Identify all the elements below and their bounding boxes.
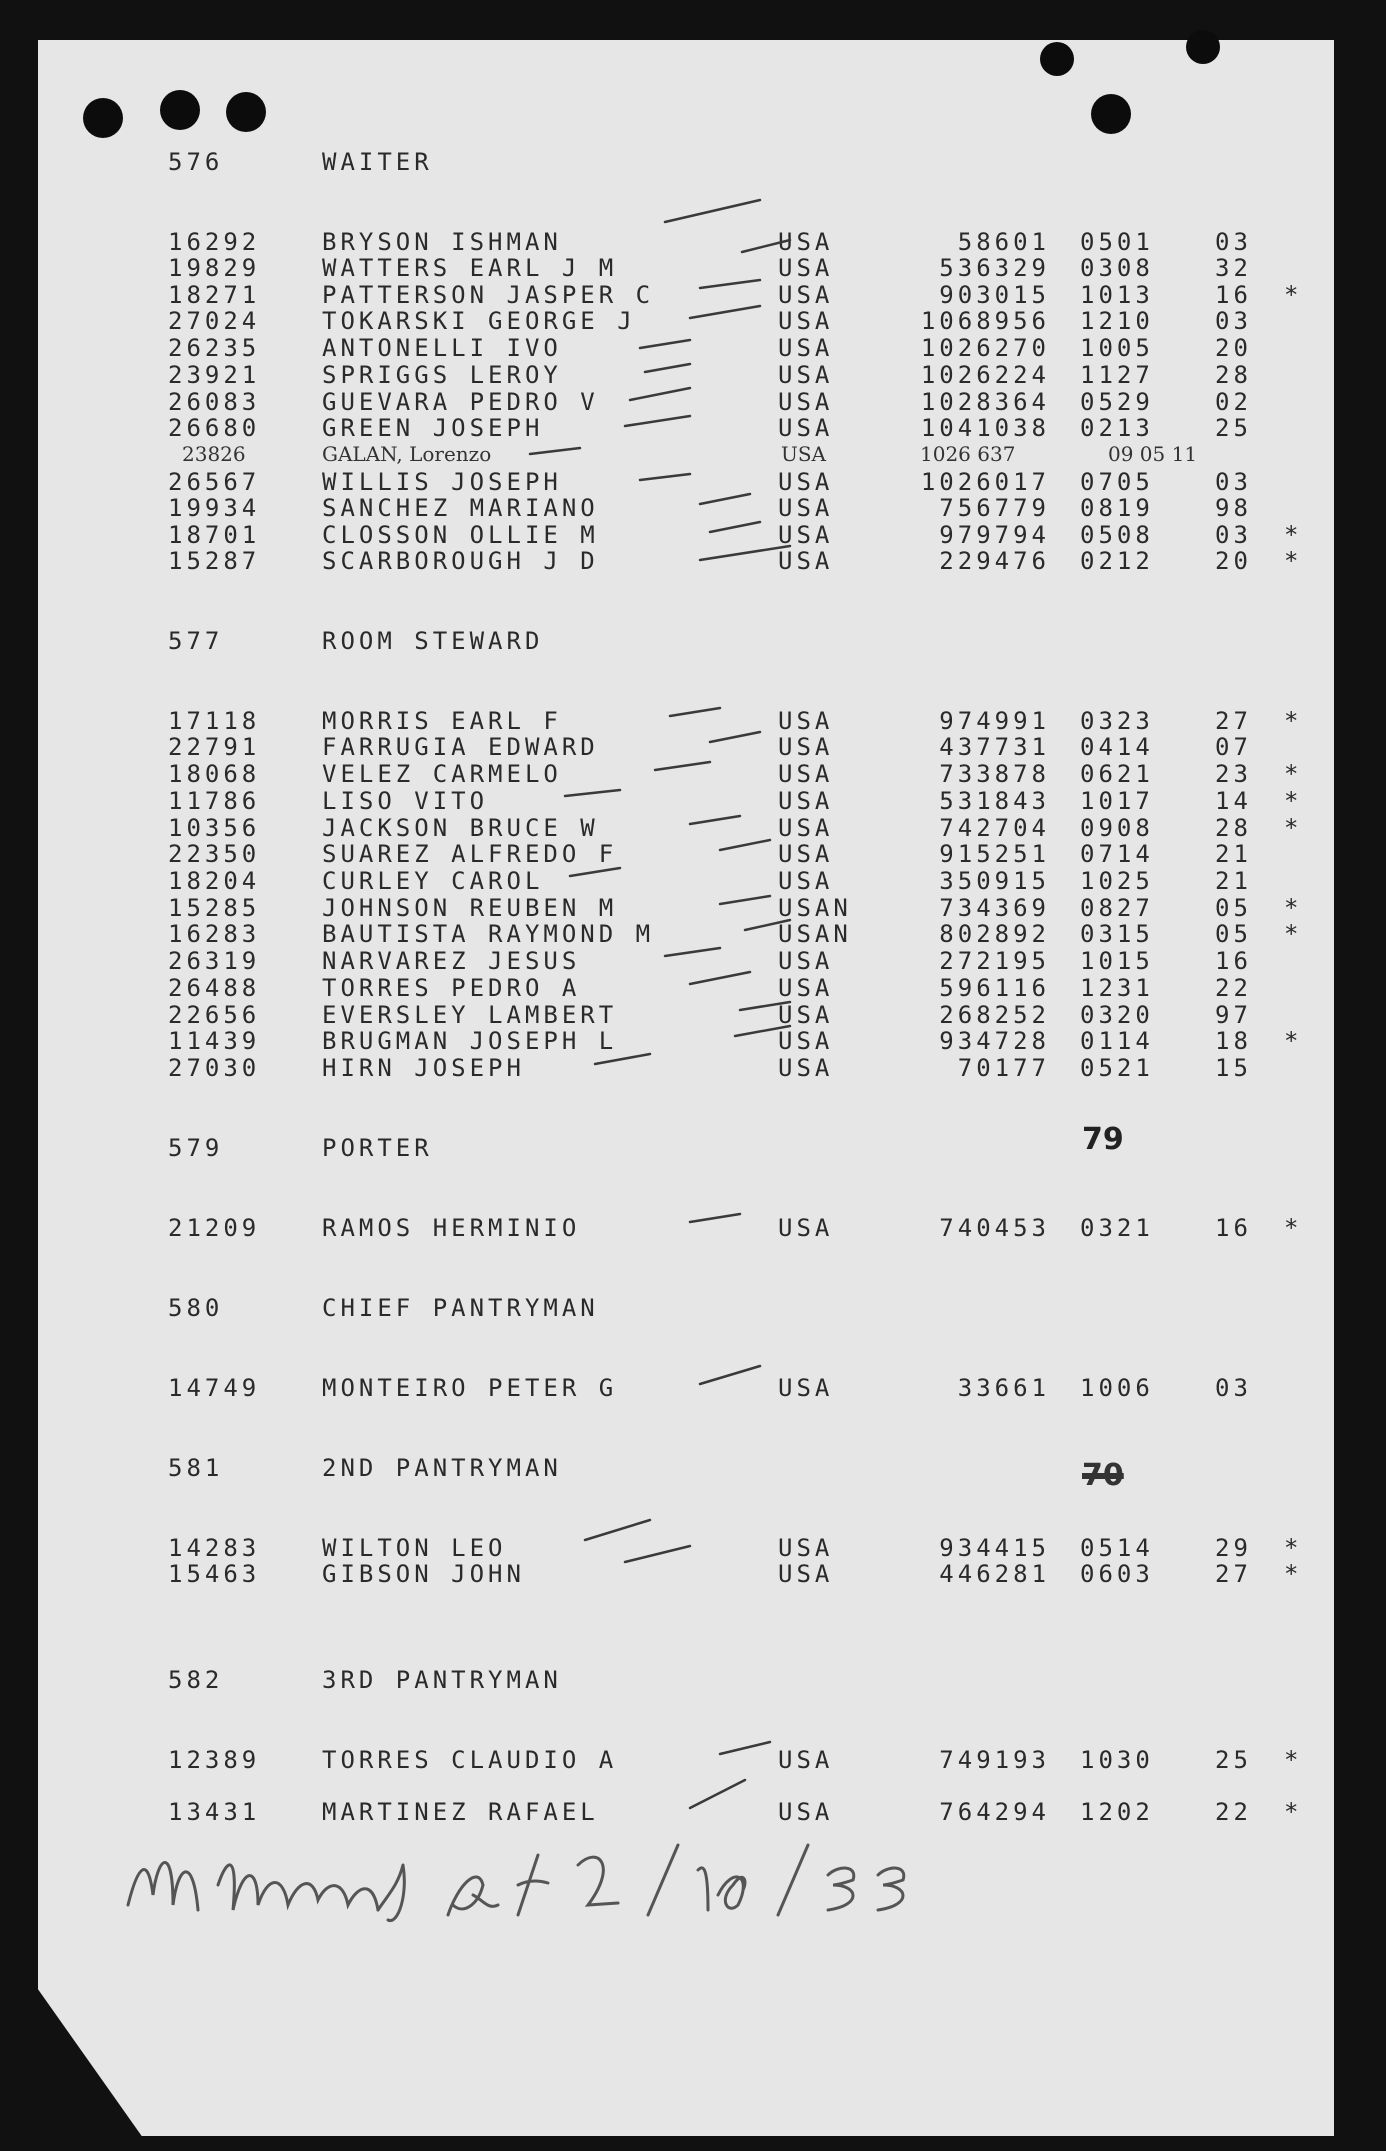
section-number: 580 bbox=[168, 1294, 224, 1322]
year-code: 20 bbox=[1215, 334, 1252, 362]
date-code: 0514 bbox=[1080, 1534, 1154, 1562]
seaman-number: 11786 bbox=[168, 787, 261, 815]
section-number: 582 bbox=[168, 1666, 224, 1694]
year-code: 03 bbox=[1215, 307, 1252, 335]
book-number: 734369 bbox=[939, 894, 1050, 922]
crew-name: BRYSON ISHMAN bbox=[322, 228, 562, 256]
citizenship: USA bbox=[778, 388, 834, 416]
section-number: 581 bbox=[168, 1454, 224, 1482]
citizenship: USA bbox=[778, 521, 834, 549]
year-code: 32 bbox=[1215, 254, 1252, 282]
book-number: 1026224 bbox=[920, 361, 1050, 389]
date-code: 0308 bbox=[1080, 254, 1154, 282]
book-number: 446281 bbox=[939, 1560, 1050, 1588]
citizenship: USA bbox=[778, 307, 834, 335]
seaman-number: 22350 bbox=[168, 840, 261, 868]
book-number: 268252 bbox=[939, 1001, 1050, 1029]
seaman-number: 19829 bbox=[168, 254, 261, 282]
crew-name: GUEVARA PEDRO V bbox=[322, 388, 599, 416]
book-number: 749193 bbox=[939, 1746, 1050, 1774]
year-code: 02 bbox=[1215, 388, 1252, 416]
star-mark: * bbox=[1284, 707, 1303, 735]
citizenship: USA bbox=[778, 1534, 834, 1562]
seaman-number: 18271 bbox=[168, 281, 261, 309]
date-code: 0819 bbox=[1080, 494, 1154, 522]
date-code: 0827 bbox=[1080, 894, 1154, 922]
star-mark: * bbox=[1284, 1214, 1303, 1242]
crew-name: BRUGMAN JOSEPH L bbox=[322, 1027, 618, 1055]
citizenship: USA bbox=[778, 361, 834, 389]
star-mark: * bbox=[1284, 1027, 1303, 1055]
crew-name: WILLIS JOSEPH bbox=[322, 468, 562, 496]
citizenship: USA bbox=[778, 334, 834, 362]
book-number: 934728 bbox=[939, 1027, 1050, 1055]
seaman-number: 16283 bbox=[168, 920, 261, 948]
book-number: 33661 bbox=[957, 1374, 1050, 1402]
star-mark: * bbox=[1284, 547, 1303, 575]
date-code: 1025 bbox=[1080, 867, 1154, 895]
section-title: PORTER bbox=[322, 1134, 433, 1162]
crew-name: TORRES PEDRO A bbox=[322, 974, 581, 1002]
seaman-number: 17118 bbox=[168, 707, 261, 735]
date-code: 0501 bbox=[1080, 228, 1154, 256]
book-number: 1026017 bbox=[920, 468, 1050, 496]
citizenship: USAN bbox=[778, 920, 852, 948]
crew-name: MORRIS EARL F bbox=[322, 707, 562, 735]
seaman-number: 26567 bbox=[168, 468, 261, 496]
crew-name: TORRES CLAUDIO A bbox=[322, 1746, 618, 1774]
seaman-number: 23921 bbox=[168, 361, 261, 389]
seaman-number: 11439 bbox=[168, 1027, 261, 1055]
book-number: 903015 bbox=[939, 281, 1050, 309]
date-code: 0315 bbox=[1080, 920, 1154, 948]
book-number: 1026270 bbox=[920, 334, 1050, 362]
year-code: 27 bbox=[1215, 707, 1252, 735]
year-code: 21 bbox=[1215, 840, 1252, 868]
citizenship: USA bbox=[778, 228, 834, 256]
seaman-number: 22791 bbox=[168, 733, 261, 761]
date-code: 0521 bbox=[1080, 1054, 1154, 1082]
seaman-number: 15463 bbox=[168, 1560, 261, 1588]
seaman-number: 26083 bbox=[168, 388, 261, 416]
date-code: 0321 bbox=[1080, 1214, 1154, 1242]
book-number: 58601 bbox=[957, 228, 1050, 256]
star-mark: * bbox=[1284, 281, 1303, 309]
crew-name: LISO VITO bbox=[322, 787, 489, 815]
seaman-number: 19934 bbox=[168, 494, 261, 522]
book-number: 596116 bbox=[939, 974, 1050, 1002]
citizenship: USA bbox=[778, 974, 834, 1002]
year-code: 16 bbox=[1215, 281, 1252, 309]
crew-name: CLOSSON OLLIE M bbox=[322, 521, 599, 549]
crew-name: GIBSON JOHN bbox=[322, 1560, 525, 1588]
citizenship: USA bbox=[778, 707, 834, 735]
citizenship: USA bbox=[778, 468, 834, 496]
section-title: 2ND PANTRYMAN bbox=[322, 1454, 562, 1482]
crew-name: WATTERS EARL J M bbox=[322, 254, 618, 282]
seaman-number: 13431 bbox=[168, 1798, 261, 1826]
section-title: ROOM STEWARD bbox=[322, 627, 544, 655]
year-code: 18 bbox=[1215, 1027, 1252, 1055]
crew-name: EVERSLEY LAMBERT bbox=[322, 1001, 618, 1029]
year-code: 14 bbox=[1215, 787, 1252, 815]
book-number: 1068956 bbox=[920, 307, 1050, 335]
star-mark: * bbox=[1284, 760, 1303, 788]
seaman-number: 26680 bbox=[168, 414, 261, 442]
year-code: 03 bbox=[1215, 1374, 1252, 1402]
date-code: 0714 bbox=[1080, 840, 1154, 868]
crew-name: SCARBOROUGH J D bbox=[322, 547, 599, 575]
year-code: 27 bbox=[1215, 1560, 1252, 1588]
star-mark: * bbox=[1284, 521, 1303, 549]
citizenship: USA bbox=[778, 760, 834, 788]
year-code: 20 bbox=[1215, 547, 1252, 575]
year-code: 05 bbox=[1215, 894, 1252, 922]
date-code: 0621 bbox=[1080, 760, 1154, 788]
citizenship: USA bbox=[778, 787, 834, 815]
date-code: 0114 bbox=[1080, 1027, 1154, 1055]
citizenship: USA bbox=[778, 414, 834, 442]
date-code: 0212 bbox=[1080, 547, 1154, 575]
book-number: 740453 bbox=[939, 1214, 1050, 1242]
citizenship: USA bbox=[778, 1027, 834, 1055]
star-mark: * bbox=[1284, 1534, 1303, 1562]
seaman-number: 12389 bbox=[168, 1746, 261, 1774]
date-code: 0213 bbox=[1080, 414, 1154, 442]
year-code: 29 bbox=[1215, 1534, 1252, 1562]
citizenship: USA bbox=[778, 1798, 834, 1826]
crew-name: PATTERSON JASPER C bbox=[322, 281, 655, 309]
citizenship: USA bbox=[778, 547, 834, 575]
year-code: 16 bbox=[1215, 947, 1252, 975]
date-code: 1210 bbox=[1080, 307, 1154, 335]
crew-name: CURLEY CAROL bbox=[322, 867, 544, 895]
seaman-number: 18701 bbox=[168, 521, 261, 549]
book-number: 272195 bbox=[939, 947, 1050, 975]
year-code: 21 bbox=[1215, 867, 1252, 895]
citizenship: USA bbox=[781, 442, 826, 466]
citizenship: USA bbox=[778, 733, 834, 761]
year-code: 25 bbox=[1215, 414, 1252, 442]
year-code: 28 bbox=[1215, 814, 1252, 842]
citizenship: USA bbox=[778, 1374, 834, 1402]
seaman-number: 23826 bbox=[182, 442, 246, 466]
year-code: 03 bbox=[1215, 521, 1252, 549]
book-number: 733878 bbox=[939, 760, 1050, 788]
handwritten-signature bbox=[118, 1825, 1078, 1935]
year-code: 98 bbox=[1215, 494, 1252, 522]
book-number: 802892 bbox=[939, 920, 1050, 948]
year-code: 16 bbox=[1215, 1214, 1252, 1242]
date-code: 09 05 11 bbox=[1108, 442, 1198, 466]
citizenship: USA bbox=[778, 814, 834, 842]
date-code: 0529 bbox=[1080, 388, 1154, 416]
book-number: 1041038 bbox=[920, 414, 1050, 442]
struck-number: 70 bbox=[1082, 1458, 1124, 1493]
citizenship: USA bbox=[778, 281, 834, 309]
seaman-number: 14283 bbox=[168, 1534, 261, 1562]
citizenship: USA bbox=[778, 867, 834, 895]
date-code: 1006 bbox=[1080, 1374, 1154, 1402]
crew-name: MONTEIRO PETER G bbox=[322, 1374, 618, 1402]
date-code: 0705 bbox=[1080, 468, 1154, 496]
book-number: 1026 637 bbox=[920, 442, 1016, 466]
date-code: 0603 bbox=[1080, 1560, 1154, 1588]
crew-name: GREEN JOSEPH bbox=[322, 414, 544, 442]
date-code: 0414 bbox=[1080, 733, 1154, 761]
star-mark: * bbox=[1284, 1798, 1303, 1826]
date-code: 0323 bbox=[1080, 707, 1154, 735]
seaman-number: 14749 bbox=[168, 1374, 261, 1402]
crew-name: RAMOS HERMINIO bbox=[322, 1214, 581, 1242]
book-number: 350915 bbox=[939, 867, 1050, 895]
date-code: 1017 bbox=[1080, 787, 1154, 815]
crew-name: VELEZ CARMELO bbox=[322, 760, 562, 788]
crew-name: GALAN, Lorenzo bbox=[322, 442, 492, 466]
section-number: 577 bbox=[168, 627, 224, 655]
seaman-number: 15285 bbox=[168, 894, 261, 922]
section-title: 3RD PANTRYMAN bbox=[322, 1666, 562, 1694]
citizenship: USAN bbox=[778, 894, 852, 922]
date-code: 1013 bbox=[1080, 281, 1154, 309]
section-number: 579 bbox=[168, 1134, 224, 1162]
seaman-number: 27024 bbox=[168, 307, 261, 335]
book-number: 437731 bbox=[939, 733, 1050, 761]
book-number: 764294 bbox=[939, 1798, 1050, 1826]
crew-name: SUAREZ ALFREDO F bbox=[322, 840, 618, 868]
year-code: 03 bbox=[1215, 228, 1252, 256]
book-number: 742704 bbox=[939, 814, 1050, 842]
crew-name: ANTONELLI IVO bbox=[322, 334, 562, 362]
year-code: 25 bbox=[1215, 1746, 1252, 1774]
year-code: 97 bbox=[1215, 1001, 1252, 1029]
stamped-number: 79 bbox=[1082, 1122, 1124, 1157]
date-code: 1015 bbox=[1080, 947, 1154, 975]
seaman-number: 15287 bbox=[168, 547, 261, 575]
date-code: 1005 bbox=[1080, 334, 1154, 362]
book-number: 531843 bbox=[939, 787, 1050, 815]
year-code: 23 bbox=[1215, 760, 1252, 788]
date-code: 0508 bbox=[1080, 521, 1154, 549]
citizenship: USA bbox=[778, 947, 834, 975]
star-mark: * bbox=[1284, 894, 1303, 922]
date-code: 1030 bbox=[1080, 1746, 1154, 1774]
crew-name: TOKARSKI GEORGE J bbox=[322, 307, 636, 335]
seaman-number: 27030 bbox=[168, 1054, 261, 1082]
crew-name: MARTINEZ RAFAEL bbox=[322, 1798, 599, 1826]
star-mark: * bbox=[1284, 1560, 1303, 1588]
citizenship: USA bbox=[778, 1054, 834, 1082]
seaman-number: 22656 bbox=[168, 1001, 261, 1029]
date-code: 0320 bbox=[1080, 1001, 1154, 1029]
citizenship: USA bbox=[778, 1001, 834, 1029]
seaman-number: 18204 bbox=[168, 867, 261, 895]
star-mark: * bbox=[1284, 920, 1303, 948]
citizenship: USA bbox=[778, 254, 834, 282]
seaman-number: 10356 bbox=[168, 814, 261, 842]
book-number: 70177 bbox=[957, 1054, 1050, 1082]
book-number: 536329 bbox=[939, 254, 1050, 282]
section-title: WAITER bbox=[322, 148, 433, 176]
seaman-number: 16292 bbox=[168, 228, 261, 256]
book-number: 1028364 bbox=[920, 388, 1050, 416]
citizenship: USA bbox=[778, 1214, 834, 1242]
year-code: 22 bbox=[1215, 974, 1252, 1002]
star-mark: * bbox=[1284, 814, 1303, 842]
crew-name: HIRN JOSEPH bbox=[322, 1054, 525, 1082]
book-number: 229476 bbox=[939, 547, 1050, 575]
citizenship: USA bbox=[778, 494, 834, 522]
year-code: 03 bbox=[1215, 468, 1252, 496]
crew-name: SANCHEZ MARIANO bbox=[322, 494, 599, 522]
seaman-number: 18068 bbox=[168, 760, 261, 788]
book-number: 934415 bbox=[939, 1534, 1050, 1562]
book-number: 979794 bbox=[939, 521, 1050, 549]
seaman-number: 21209 bbox=[168, 1214, 261, 1242]
date-code: 1231 bbox=[1080, 974, 1154, 1002]
year-code: 28 bbox=[1215, 361, 1252, 389]
book-number: 756779 bbox=[939, 494, 1050, 522]
date-code: 1202 bbox=[1080, 1798, 1154, 1826]
citizenship: USA bbox=[778, 1746, 834, 1774]
star-mark: * bbox=[1284, 1746, 1303, 1774]
seaman-number: 26235 bbox=[168, 334, 261, 362]
year-code: 15 bbox=[1215, 1054, 1252, 1082]
book-number: 915251 bbox=[939, 840, 1050, 868]
crew-name: FARRUGIA EDWARD bbox=[322, 733, 599, 761]
citizenship: USA bbox=[778, 840, 834, 868]
crew-name: WILTON LEO bbox=[322, 1534, 507, 1562]
book-number: 974991 bbox=[939, 707, 1050, 735]
citizenship: USA bbox=[778, 1560, 834, 1588]
seaman-number: 26488 bbox=[168, 974, 261, 1002]
date-code: 0908 bbox=[1080, 814, 1154, 842]
year-code: 22 bbox=[1215, 1798, 1252, 1826]
crew-name: JOHNSON REUBEN M bbox=[322, 894, 618, 922]
crew-name: NARVAREZ JESUS bbox=[322, 947, 581, 975]
date-code: 1127 bbox=[1080, 361, 1154, 389]
year-code: 07 bbox=[1215, 733, 1252, 761]
seaman-number: 26319 bbox=[168, 947, 261, 975]
section-number: 576 bbox=[168, 148, 224, 176]
year-code: 05 bbox=[1215, 920, 1252, 948]
crew-name: JACKSON BRUCE W bbox=[322, 814, 599, 842]
section-title: CHIEF PANTRYMAN bbox=[322, 1294, 599, 1322]
star-mark: * bbox=[1284, 787, 1303, 815]
crew-name: BAUTISTA RAYMOND M bbox=[322, 920, 655, 948]
crew-name: SPRIGGS LEROY bbox=[322, 361, 562, 389]
